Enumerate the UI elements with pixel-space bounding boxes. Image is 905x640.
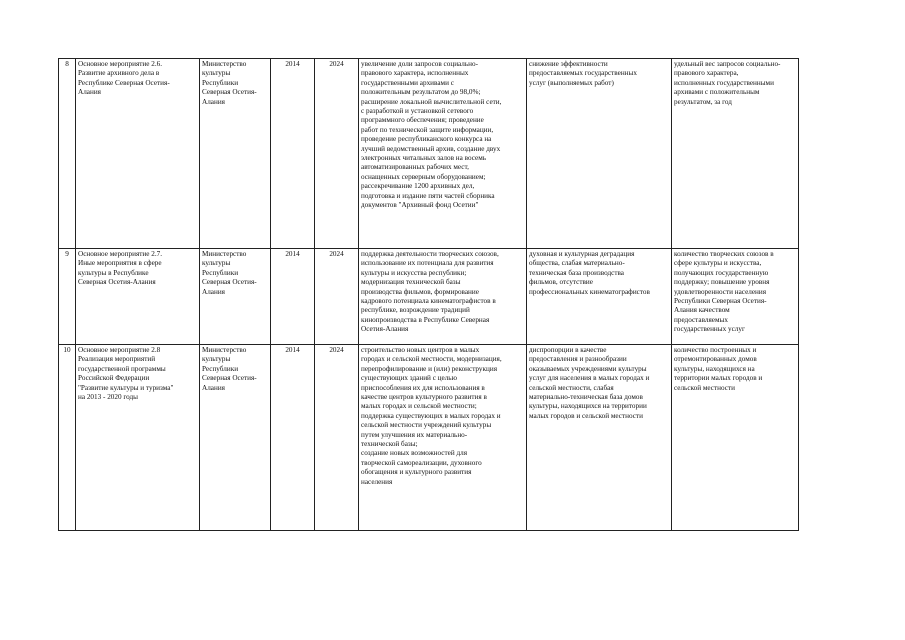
year-end: 2024 [315,345,359,531]
table-row [59,249,799,345]
table-row [59,345,799,531]
row-number: 8 [59,59,76,249]
expected-result: строительство новых центров в малых городах и сельской местности, модернизация, перепрофилирование и (или) реконструкция существующих зданий с целью приспособления их для использования в качестве центров культурного развития в малых городах и сельской местности; поддержка существующих в малых городах и сельской местности учреждений культуры путем улучшения их материально- технической базы; создание новых возможностей для творческой самореализации, духовного обогащения и культурного развития населения [359,345,527,531]
expected-result: поддержка деятельности творческих союзов, использование их потенциала для развития культуры и искусства республики; модернизация технической базы производства фильмов, формирование кадрового потенциала кинематографистов в республике, возрождение традиций кинопроизводства в Республике Северная Осетия-Алания [359,249,527,345]
measure-title: Основное мероприятие 2.6. Развитие архивного дела в Республике Северная Осетия- Алания [76,59,200,249]
risk-consequence: снижение эффективности предоставляемых государственных услуг (выполняемых работ) [527,59,672,249]
indicator: количество построенных и отремонтированных домов культуры, находящихся на территории малых городов и сельской местности [672,345,799,531]
expected-result: увеличение доли запросов социально- правового характера, исполненных государственными архивами с положительным результатом до 98,0%; расширение локальной вычислительной сети, с разработкой и установкой сетевого программного обеспечения; проведение работ по технической защите информации, проведение республиканского конкурса на лучший ведомственный архив, создание двух электронных читальных залов на восемь автоматизированных рабочих мест, оснащенных серверным оборудованием; рассекречивание 1200 архивных дел, подготовка и издание пяти частей сборника документов "Архивный фонд Осетии" [359,59,527,249]
row-number: 9 [59,249,76,345]
year-end: 2024 [315,59,359,249]
year-start: 2014 [271,345,315,531]
executor: Министерство культуры Республики Северная Осетия- Алания [200,59,271,249]
measure-title: Основное мероприятие 2.7. Иные мероприятия в сфере культуры в Республике Северная Осетия-Алания [76,249,200,345]
year-start: 2014 [271,59,315,249]
measure-title: Основное мероприятие 2.8 Реализация мероприятий государственной программы Российской Федерации "Развитие культуры и туризма" на 2013 - 2020 годы [76,345,200,531]
row-number: 10 [59,345,76,531]
year-end: 2024 [315,249,359,345]
indicator: удельный вес запросов социально- правового характера, исполненных государственными архивами с положительным результатом, за год [672,59,799,249]
table-row [59,59,799,249]
indicator: количество творческих союзов в сфере культуры и искусства, получающих государственную поддержку; повышение уровня удовлетворенности населения Республики Северная Осетия- Алания качеством предоставляемых государственных услуг [672,249,799,345]
year-start: 2014 [271,249,315,345]
executor: Министерство культуры Республики Северная Осетия- Алания [200,249,271,345]
executor: Министерство культуры Республики Северная Осетия- Алания [200,345,271,531]
risk-consequence: духовная и культурная деградация общества, слабая материально- техническая база производства фильмов, отсутствие профессиональных кинематографистов [527,249,672,345]
measures-table [58,58,799,531]
risk-consequence: диспропорции в качестве предоставления и разнообразии оказываемых учреждениями культуры услуг для населения в малых городах и сельской местности, слабая материально-техническая база домов культуры, находящихся на территории малых городов и сельской местности [527,345,672,531]
